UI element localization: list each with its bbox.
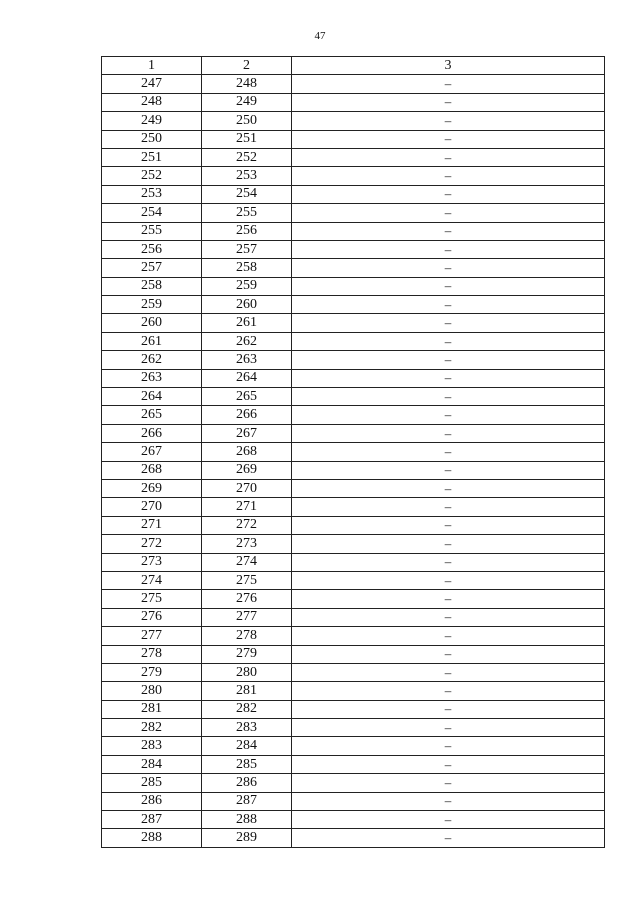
table-cell-col-3: – [292, 314, 605, 332]
table-cell-col-1: 286 [102, 792, 202, 810]
table-row [102, 829, 605, 847]
table-row [102, 719, 605, 737]
column-header-1: 1 [102, 57, 202, 75]
table-row [102, 75, 605, 93]
table-cell-col-2: 272 [202, 516, 292, 534]
table-cell-col-2: 258 [202, 259, 292, 277]
table-cell-col-1: 270 [102, 498, 202, 516]
table-cell-col-3: – [292, 388, 605, 406]
table-cell-col-2: 262 [202, 332, 292, 350]
table-row [102, 498, 605, 516]
table-cell-col-1: 273 [102, 553, 202, 571]
table-cell-col-3: – [292, 737, 605, 755]
table-cell-col-3: – [292, 590, 605, 608]
table-cell-col-3: – [292, 443, 605, 461]
table-cell-col-3: – [292, 185, 605, 203]
table-cell-col-1: 276 [102, 608, 202, 626]
table-row [102, 148, 605, 166]
table-cell-col-2: 277 [202, 608, 292, 626]
table-cell-col-1: 283 [102, 737, 202, 755]
table-cell-col-1: 267 [102, 443, 202, 461]
table-cell-col-2: 265 [202, 388, 292, 406]
table-row [102, 590, 605, 608]
table-cell-col-2: 279 [202, 645, 292, 663]
table-cell-col-3: – [292, 167, 605, 185]
table-row [102, 93, 605, 111]
table-row [102, 130, 605, 148]
table-row [102, 167, 605, 185]
table-cell-col-2: 282 [202, 700, 292, 718]
table-cell-col-1: 279 [102, 663, 202, 681]
table-cell-col-1: 254 [102, 204, 202, 222]
table-cell-col-1: 287 [102, 811, 202, 829]
table-cell-col-1: 266 [102, 424, 202, 442]
table-cell-col-1: 247 [102, 75, 202, 93]
table-row [102, 645, 605, 663]
table-cell-col-1: 250 [102, 130, 202, 148]
table-row [102, 553, 605, 571]
table-cell-col-3: – [292, 682, 605, 700]
table-cell-col-1: 257 [102, 259, 202, 277]
table-cell-col-2: 267 [202, 424, 292, 442]
table-cell-col-2: 252 [202, 148, 292, 166]
table-cell-col-2: 254 [202, 185, 292, 203]
table-row [102, 296, 605, 314]
table-cell-col-3: – [292, 148, 605, 166]
table-cell-col-1: 274 [102, 571, 202, 589]
table-cell-col-3: – [292, 93, 605, 111]
table-cell-col-2: 249 [202, 93, 292, 111]
table-cell-col-1: 281 [102, 700, 202, 718]
table-cell-col-1: 259 [102, 296, 202, 314]
table-cell-col-2: 288 [202, 811, 292, 829]
table-cell-col-3: – [292, 130, 605, 148]
table-cell-col-3: – [292, 719, 605, 737]
table-cell-col-3: – [292, 351, 605, 369]
table-cell-col-3: – [292, 792, 605, 810]
table-row [102, 682, 605, 700]
table-cell-col-1: 265 [102, 406, 202, 424]
table-row [102, 627, 605, 645]
table-row [102, 535, 605, 553]
table-cell-col-3: – [292, 406, 605, 424]
table-cell-col-2: 285 [202, 755, 292, 773]
table-cell-col-1: 262 [102, 351, 202, 369]
table-cell-col-1: 256 [102, 240, 202, 258]
table-cell-col-1: 288 [102, 829, 202, 847]
table-row [102, 737, 605, 755]
table-cell-col-2: 263 [202, 351, 292, 369]
table-cell-col-1: 268 [102, 461, 202, 479]
table-cell-col-3: – [292, 553, 605, 571]
table-cell-col-1: 249 [102, 112, 202, 130]
table-row [102, 792, 605, 810]
table-cell-col-2: 275 [202, 571, 292, 589]
table-cell-col-2: 257 [202, 240, 292, 258]
table-cell-col-2: 278 [202, 627, 292, 645]
table-cell-col-2: 286 [202, 774, 292, 792]
table-cell-col-3: – [292, 645, 605, 663]
table-row [102, 479, 605, 497]
table-row [102, 406, 605, 424]
table-cell-col-3: – [292, 296, 605, 314]
table-cell-col-1: 263 [102, 369, 202, 387]
table-cell-col-3: – [292, 608, 605, 626]
table-row [102, 314, 605, 332]
table-cell-col-2: 273 [202, 535, 292, 553]
table-cell-col-2: 268 [202, 443, 292, 461]
table-cell-col-1: 278 [102, 645, 202, 663]
table-cell-col-2: 250 [202, 112, 292, 130]
table-cell-col-2: 270 [202, 479, 292, 497]
table-cell-col-2: 256 [202, 222, 292, 240]
table-cell-col-2: 261 [202, 314, 292, 332]
table-cell-col-2: 269 [202, 461, 292, 479]
table-cell-col-1: 284 [102, 755, 202, 773]
table-row [102, 516, 605, 534]
table-row [102, 571, 605, 589]
table-row [102, 240, 605, 258]
table-cell-col-3: – [292, 75, 605, 93]
table-cell-col-3: – [292, 498, 605, 516]
table-cell-col-2: 276 [202, 590, 292, 608]
table-body [102, 75, 605, 847]
table-row [102, 755, 605, 773]
table-row [102, 332, 605, 350]
table-cell-col-3: – [292, 535, 605, 553]
table-cell-col-1: 255 [102, 222, 202, 240]
table-cell-col-2: 283 [202, 719, 292, 737]
table-cell-col-1: 260 [102, 314, 202, 332]
table-cell-col-3: – [292, 571, 605, 589]
table-cell-col-3: – [292, 516, 605, 534]
table-cell-col-3: – [292, 204, 605, 222]
table-header-row [102, 57, 605, 75]
table-cell-col-3: – [292, 829, 605, 847]
table-cell-col-1: 280 [102, 682, 202, 700]
table-cell-col-1: 271 [102, 516, 202, 534]
table-row [102, 204, 605, 222]
table-cell-col-1: 261 [102, 332, 202, 350]
table-row [102, 774, 605, 792]
column-header-2: 2 [202, 57, 292, 75]
table-row [102, 608, 605, 626]
table-cell-col-2: 281 [202, 682, 292, 700]
table-cell-col-2: 253 [202, 167, 292, 185]
table-cell-col-3: – [292, 461, 605, 479]
table-cell-col-1: 251 [102, 148, 202, 166]
table-row [102, 663, 605, 681]
column-header-3: 3 [292, 57, 605, 75]
table-cell-col-1: 285 [102, 774, 202, 792]
page-number: 47 [314, 30, 326, 42]
table-row [102, 443, 605, 461]
table-cell-col-1: 258 [102, 277, 202, 295]
table-cell-col-1: 272 [102, 535, 202, 553]
table-cell-col-2: 271 [202, 498, 292, 516]
table-cell-col-2: 248 [202, 75, 292, 93]
table-row [102, 185, 605, 203]
table-cell-col-3: – [292, 774, 605, 792]
table-row [102, 461, 605, 479]
table-cell-col-1: 252 [102, 167, 202, 185]
table-cell-col-2: 284 [202, 737, 292, 755]
table-cell-col-2: 280 [202, 663, 292, 681]
table-cell-col-1: 269 [102, 479, 202, 497]
table-cell-col-3: – [292, 424, 605, 442]
table-cell-col-1: 248 [102, 93, 202, 111]
table-row [102, 277, 605, 295]
table-cell-col-2: 266 [202, 406, 292, 424]
table-row [102, 388, 605, 406]
table-cell-col-3: – [292, 811, 605, 829]
data-table [101, 56, 605, 848]
table-cell-col-2: 255 [202, 204, 292, 222]
table-cell-col-3: – [292, 479, 605, 497]
table-cell-col-2: 289 [202, 829, 292, 847]
table-cell-col-2: 264 [202, 369, 292, 387]
table-cell-col-1: 277 [102, 627, 202, 645]
table-cell-col-3: – [292, 663, 605, 681]
table-row [102, 424, 605, 442]
table-row [102, 351, 605, 369]
table-row [102, 700, 605, 718]
table-cell-col-1: 275 [102, 590, 202, 608]
table-cell-col-3: – [292, 332, 605, 350]
table-cell-col-3: – [292, 369, 605, 387]
table-cell-col-3: – [292, 277, 605, 295]
table-cell-col-3: – [292, 240, 605, 258]
table-cell-col-3: – [292, 700, 605, 718]
table-cell-col-3: – [292, 259, 605, 277]
table-cell-col-1: 253 [102, 185, 202, 203]
table-cell-col-2: 251 [202, 130, 292, 148]
table-cell-col-3: – [292, 112, 605, 130]
table-cell-col-1: 282 [102, 719, 202, 737]
table-cell-col-2: 259 [202, 277, 292, 295]
table-cell-col-2: 274 [202, 553, 292, 571]
table-row [102, 259, 605, 277]
table-row [102, 222, 605, 240]
table-row [102, 369, 605, 387]
table-row [102, 811, 605, 829]
table-cell-col-1: 264 [102, 388, 202, 406]
table-cell-col-2: 287 [202, 792, 292, 810]
table-cell-col-3: – [292, 755, 605, 773]
table-cell-col-3: – [292, 627, 605, 645]
table-cell-col-3: – [292, 222, 605, 240]
table-row [102, 112, 605, 130]
table-cell-col-2: 260 [202, 296, 292, 314]
